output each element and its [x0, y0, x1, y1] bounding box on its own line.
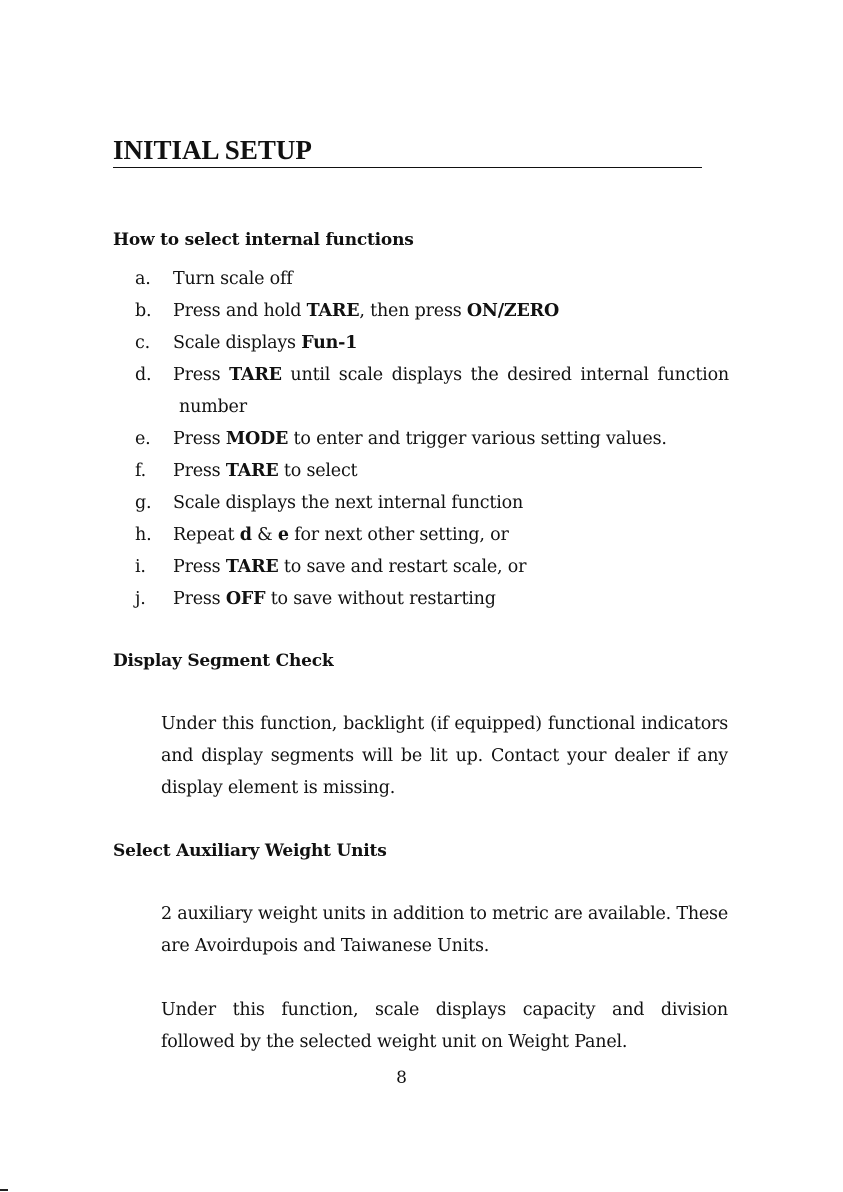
step-ref-e: e — [277, 525, 289, 545]
step-marker: i. — [135, 557, 146, 577]
display-fun-1: Fun-1 — [301, 333, 358, 353]
step-marker: c. — [135, 333, 150, 353]
section-heading-internal-functions: How to select internal functions — [113, 230, 414, 250]
page-title: INITIAL SETUP — [113, 133, 702, 168]
step-item — [113, 359, 729, 423]
step-text: Press — [173, 461, 226, 481]
paragraph-auxiliary-units-display: Under this function, scale displays capacity and division followed by the selected weight unit on Weight Panel. — [161, 1000, 728, 1052]
step-text: Press — [173, 557, 226, 577]
step-ref-d: d — [239, 525, 252, 545]
step-marker: g. — [135, 493, 152, 513]
step-text: to enter and trigger various setting values. — [288, 429, 667, 449]
step-marker: b. — [135, 301, 152, 321]
step-marker: f. — [135, 461, 147, 481]
step-marker: d. — [135, 365, 152, 385]
steps-list — [113, 263, 729, 615]
step-item — [113, 295, 729, 327]
key-tare: TARE — [229, 365, 282, 385]
step-text: Repeat — [173, 525, 240, 545]
key-off: OFF — [225, 589, 266, 609]
step-item — [113, 519, 729, 551]
step-text: Press — [173, 429, 226, 449]
step-text: for next other setting, or — [288, 525, 509, 545]
step-marker: e. — [135, 429, 151, 449]
step-item — [113, 327, 729, 359]
section-heading-display-segment-check: Display Segment Check — [113, 651, 334, 671]
key-on-zero: ON/ZERO — [466, 301, 560, 321]
step-text: Scale displays the next internal function — [173, 493, 524, 513]
step-text: Press — [173, 365, 230, 385]
step-text: Press — [173, 589, 226, 609]
step-text-line — [173, 359, 729, 391]
step-item — [113, 583, 729, 615]
key-mode: MODE — [225, 429, 289, 449]
section-heading-auxiliary-weight-units: Select Auxiliary Weight Units — [113, 841, 387, 861]
step-text: until scale displays the desired internal function — [281, 365, 729, 385]
step-text: & — [251, 525, 278, 545]
key-tare: TARE — [225, 461, 279, 481]
step-item — [113, 551, 729, 583]
step-text: to save and restart scale, or — [278, 557, 527, 577]
step-text: Press and hold — [173, 301, 307, 321]
key-tare: TARE — [306, 301, 360, 321]
step-text: to save without restarting — [265, 589, 496, 609]
key-tare: TARE — [225, 557, 279, 577]
page-number: 8 — [396, 1068, 407, 1088]
step-marker: h. — [135, 525, 152, 545]
step-item — [113, 487, 729, 519]
step-text-continuation: number — [179, 397, 247, 417]
step-text: Turn scale off — [173, 269, 293, 289]
paragraph-auxiliary-units-available: 2 auxiliary weight units in addition to metric are available. These are Avoirdupois and Taiwanese Units. — [161, 904, 728, 956]
step-text: , then press — [359, 301, 467, 321]
step-marker: a. — [135, 269, 151, 289]
step-text: to select — [278, 461, 358, 481]
step-item — [113, 423, 729, 455]
page-corner-mark — [0, 1189, 8, 1191]
paragraph-display-segment-check: Under this function, backlight (if equipped) functional indicators and display segments will be lit up. Contact your dealer if any display element is missing. — [161, 714, 728, 798]
step-item — [113, 263, 729, 295]
step-item — [113, 455, 729, 487]
step-marker: j. — [135, 589, 146, 609]
step-text: Scale displays — [173, 333, 302, 353]
